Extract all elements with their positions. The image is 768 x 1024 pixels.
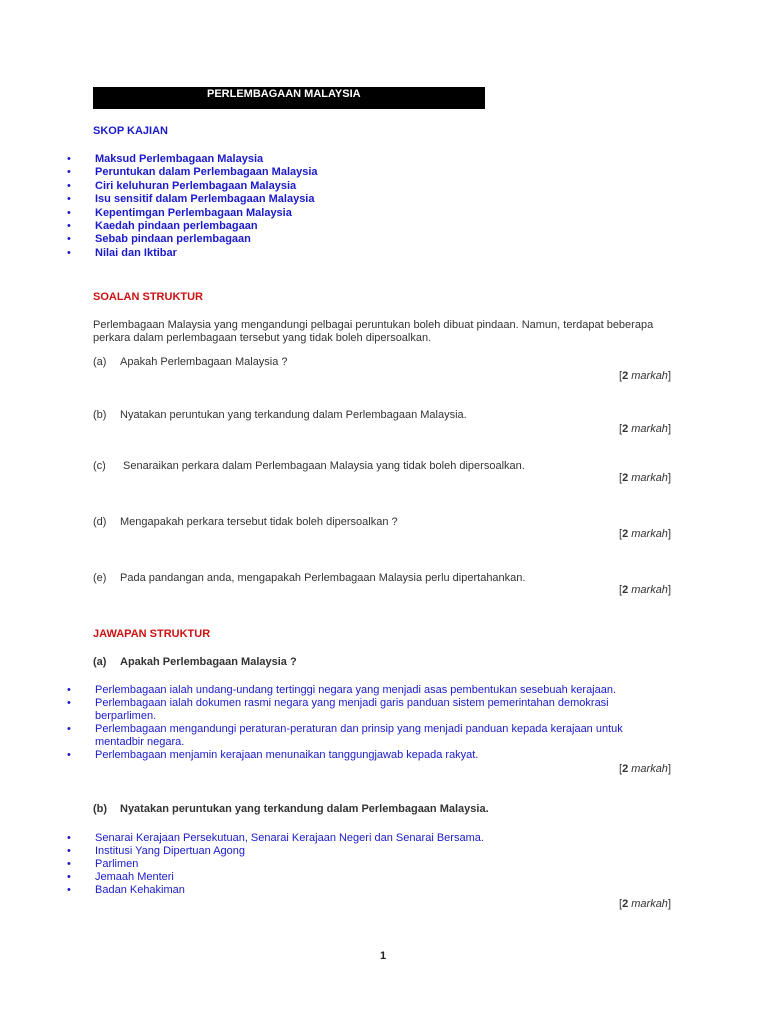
questions-heading: SOALAN STRUKTUR	[93, 291, 203, 303]
marks-label: [2 markah]	[619, 370, 671, 382]
question-e: (e) Pada pandangan anda, mengapakah Perlembagaan Malaysia perlu dipertahankan.	[93, 572, 526, 584]
page-number: 1	[380, 950, 387, 962]
bullet-icon: •	[67, 858, 71, 870]
bullet-icon: •	[67, 246, 71, 259]
answer-point: • Senarai Kerajaan Persekutuan, Senarai Kerajaan Negeri dan Senarai Bersama.	[67, 832, 484, 844]
scope-item: • Sebab pindaan perlembagaan	[67, 233, 251, 246]
bullet-icon: •	[67, 166, 71, 179]
marks-label: [2 markah]	[619, 528, 671, 540]
answer-a-question: (a) Apakah Perlembagaan Malaysia ?	[93, 656, 297, 668]
scope-item: • Ciri keluhuran Perlembagaan Malaysia	[67, 179, 297, 192]
bullet-icon: •	[67, 871, 71, 883]
scope-item: • Kepentimgan Perlembagaan Malaysia	[67, 206, 292, 219]
answer-a-list	[67, 684, 665, 762]
marks-label: [2 markah]	[619, 898, 671, 910]
bullet-icon: •	[67, 206, 71, 219]
answer-point: • Perlembagaan ialah dokumen rasmi negara yang menjadi garis panduan sistem pemerintahan demokrasi berparlimen.	[67, 697, 609, 722]
document-title	[93, 87, 485, 109]
bullet-icon: •	[67, 193, 71, 206]
scope-item: • Nilai dan Iktibar	[67, 246, 177, 259]
scope-item: • Peruntukan dalam Perlembagaan Malaysia	[67, 166, 318, 179]
bullet-icon: •	[67, 832, 71, 844]
scope-heading: SKOP KAJIAN	[93, 125, 168, 137]
answer-b-list	[67, 832, 665, 897]
bullet-icon: •	[67, 749, 71, 761]
marks-label: [2 markah]	[619, 472, 671, 484]
bullet-icon: •	[67, 845, 71, 857]
marks-label: [2 markah]	[619, 584, 671, 596]
document-title-text: PERLEMBAGAAN MALAYSIA	[207, 88, 361, 100]
question-b: (b) Nyatakan peruntukan yang terkandung dalam Perlembagaan Malaysia.	[93, 409, 467, 421]
bullet-icon: •	[67, 723, 71, 735]
bullet-icon: •	[67, 153, 71, 165]
question-d: (d) Mengapakah perkara tersebut tidak boleh dipersoalkan ?	[93, 516, 398, 528]
question-a: (a) Apakah Perlembagaan Malaysia ?	[93, 356, 288, 368]
answer-point: • Perlembagaan menjamin kerajaan menunaikan tanggungjawab kepada rakyat.	[67, 749, 479, 761]
question-c: (c) Senaraikan perkara dalam Perlembagaan Malaysia yang tidak boleh dipersoalkan.	[93, 460, 525, 472]
questions-intro: Perlembagaan Malaysia yang mengandungi pelbagai peruntukan boleh dibuat pindaan. Namun, terdapat beberapa perkara dalam perlembagaan tersebut yang tidak boleh dipersoalkan.	[93, 319, 654, 344]
answer-point: • Institusi Yang Dipertuan Agong	[67, 845, 246, 857]
bullet-icon: •	[67, 884, 71, 896]
scope-item: • Isu sensitif dalam Perlembagaan Malaysia	[67, 193, 315, 206]
answer-point: • Badan Kehakiman	[67, 884, 185, 896]
answer-point: • Perlembagaan ialah undang-undang tertinggi negara yang menjadi asas pembentukan sesebuah kerajaan.	[67, 684, 617, 696]
bullet-icon: •	[67, 684, 71, 696]
answer-b-question: (b) Nyatakan peruntukan yang terkandung dalam Perlembagaan Malaysia.	[93, 803, 489, 815]
answer-point: • Jemaah Menteri	[67, 871, 174, 883]
bullet-icon: •	[67, 697, 71, 709]
marks-label: [2 markah]	[619, 763, 671, 775]
bullet-icon: •	[67, 219, 71, 232]
scope-item: • Maksud Perlembagaan Malaysia	[67, 153, 264, 165]
bullet-icon: •	[67, 233, 71, 246]
answers-heading: JAWAPAN STRUKTUR	[93, 628, 211, 640]
bullet-icon: •	[67, 179, 71, 192]
answer-point: • Parlimen	[67, 858, 139, 870]
answer-point: • Perlembagaan mengandungi peraturan-peraturan dan prinsip yang menjadi panduan kepada kerajaan untuk mentadbir negara.	[67, 723, 623, 748]
scope-list	[67, 153, 318, 260]
scope-item: • Kaedah pindaan perlembagaan	[67, 219, 258, 232]
marks-label: [2 markah]	[619, 423, 671, 435]
